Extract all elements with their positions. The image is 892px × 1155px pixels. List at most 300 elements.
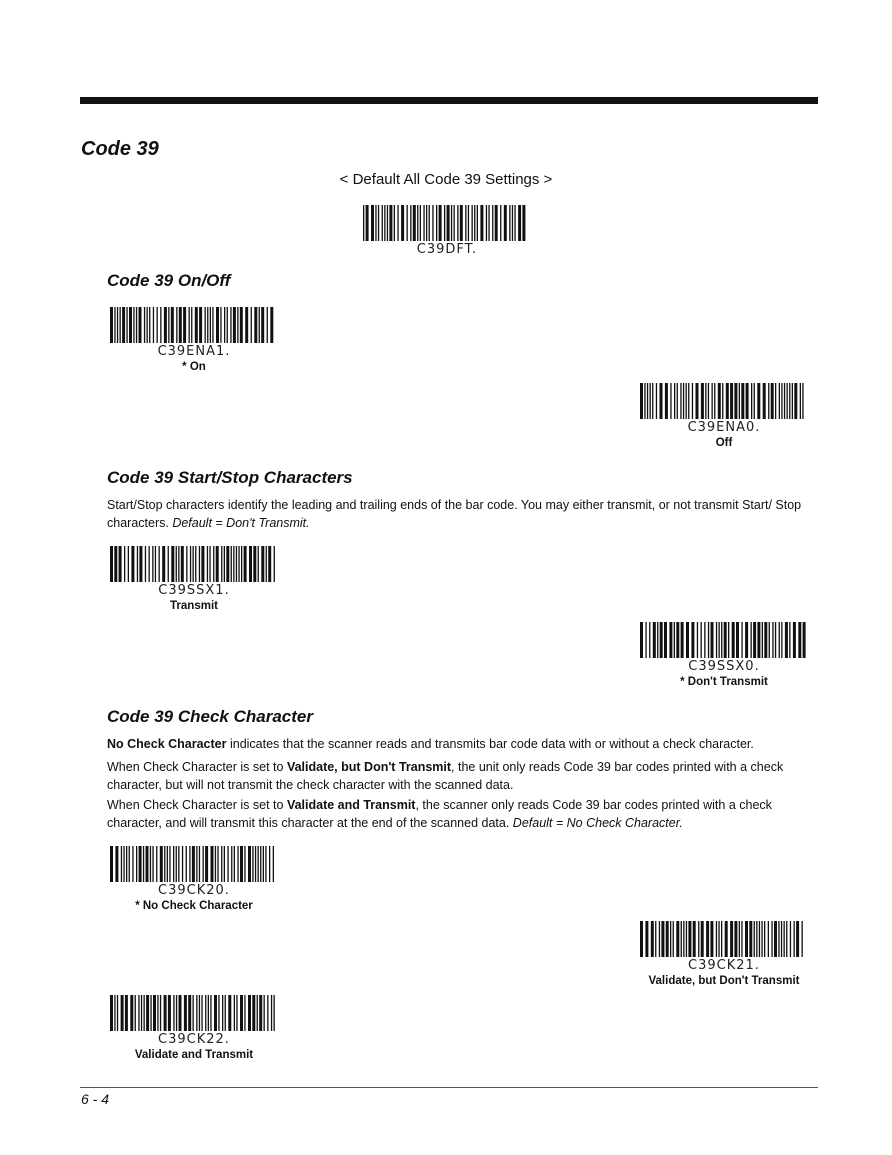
barcode-bar bbox=[384, 205, 385, 241]
barcode-bar bbox=[457, 205, 458, 241]
barcode-label: Off bbox=[715, 437, 733, 449]
barcode-bar bbox=[240, 846, 243, 882]
barcode-bar bbox=[754, 921, 755, 957]
barcode-bar bbox=[245, 307, 248, 343]
barcode-bar bbox=[179, 307, 182, 343]
barcode-bar bbox=[647, 383, 648, 419]
barcode-bars bbox=[108, 846, 278, 882]
barcode-bar bbox=[152, 546, 153, 582]
startstop-default: Default = Don't Transmit. bbox=[172, 516, 310, 530]
barcode-bar bbox=[210, 995, 211, 1031]
barcode-bar bbox=[152, 846, 153, 882]
barcode-bar bbox=[768, 921, 769, 957]
barcode-bar bbox=[224, 307, 225, 343]
barcode-validate-dont-transmit[interactable] bbox=[638, 921, 810, 987]
barcode-bar bbox=[769, 622, 770, 658]
barcode-bar bbox=[209, 546, 210, 582]
barcode-label: * No Check Character bbox=[135, 900, 253, 912]
barcode-bar bbox=[119, 546, 122, 582]
barcode-bar bbox=[705, 383, 706, 419]
barcode-bar bbox=[157, 995, 158, 1031]
barcode-on[interactable] bbox=[108, 307, 280, 373]
barcode-code: C39SSX1. bbox=[158, 583, 230, 598]
barcode-bar bbox=[651, 921, 654, 957]
barcode-bar bbox=[759, 921, 760, 957]
barcode-bars bbox=[108, 995, 278, 1031]
barcode-bar bbox=[120, 307, 121, 343]
barcode-bars bbox=[638, 622, 808, 658]
barcode-bar bbox=[718, 383, 721, 419]
barcode-bar bbox=[183, 307, 186, 343]
barcode-bar bbox=[240, 307, 243, 343]
section-title-startstop: Code 39 Start/Stop Characters bbox=[107, 468, 353, 487]
barcode-bar bbox=[167, 846, 168, 882]
barcode-transmit[interactable] bbox=[108, 546, 280, 612]
barcode-bar bbox=[522, 205, 525, 241]
barcode-bar bbox=[798, 622, 801, 658]
barcode-bar bbox=[722, 383, 723, 419]
barcode-bar bbox=[266, 546, 267, 582]
barcode-bar bbox=[236, 995, 237, 1031]
barcode-bar bbox=[220, 307, 221, 343]
barcode-bar bbox=[775, 383, 776, 419]
barcode-bar bbox=[512, 205, 513, 241]
barcode-bar bbox=[640, 383, 643, 419]
barcode-bar bbox=[692, 383, 693, 419]
barcode-label: Transmit bbox=[170, 600, 218, 612]
barcode-bar bbox=[701, 622, 702, 658]
barcode-bar bbox=[696, 383, 699, 419]
barcode-bar bbox=[757, 622, 760, 658]
barcode-bar bbox=[669, 622, 672, 658]
barcode-bar bbox=[495, 205, 498, 241]
barcode-bar bbox=[221, 546, 222, 582]
barcode-bar bbox=[199, 546, 200, 582]
barcode-bar bbox=[691, 622, 694, 658]
barcode-bar bbox=[186, 846, 187, 882]
barcode-bar bbox=[793, 622, 796, 658]
barcode-bar bbox=[432, 205, 433, 241]
barcode-bar bbox=[192, 846, 195, 882]
barcode-bar bbox=[378, 205, 379, 241]
barcode-bar bbox=[504, 205, 507, 241]
barcode-bar bbox=[214, 995, 217, 1031]
barcode-bar bbox=[267, 307, 268, 343]
barcode-bar bbox=[233, 307, 236, 343]
barcode-bar bbox=[196, 846, 197, 882]
barcode-bar bbox=[150, 846, 151, 882]
barcode-bar bbox=[794, 921, 795, 957]
barcode-bar bbox=[260, 846, 261, 882]
barcode-bar bbox=[157, 307, 158, 343]
barcode-bar bbox=[117, 995, 118, 1031]
barcode-bar bbox=[407, 205, 408, 241]
barcode-bar bbox=[221, 846, 222, 882]
barcode-bar bbox=[645, 622, 646, 658]
barcode-bar bbox=[244, 846, 245, 882]
barcode-bars bbox=[638, 383, 808, 419]
barcode-bar bbox=[660, 622, 663, 658]
barcode-bar bbox=[774, 921, 777, 957]
barcode-bar bbox=[670, 383, 671, 419]
barcode-bar bbox=[771, 921, 772, 957]
barcode-bar bbox=[173, 995, 174, 1031]
barcode-bar bbox=[114, 546, 117, 582]
barcode-bar bbox=[270, 307, 273, 343]
barcode-bar bbox=[472, 205, 473, 241]
barcode-bar bbox=[216, 546, 219, 582]
barcode-bar bbox=[196, 995, 197, 1031]
barcode-bar bbox=[162, 546, 165, 582]
header-rule bbox=[80, 97, 818, 104]
barcode-no-check[interactable] bbox=[108, 846, 280, 912]
barcode-bar bbox=[171, 546, 174, 582]
barcode-bar bbox=[436, 205, 437, 241]
barcode-off[interactable] bbox=[638, 383, 810, 449]
barcode-bar bbox=[193, 995, 194, 1031]
barcode-bar bbox=[156, 846, 157, 882]
barcode-label: * Don't Transmit bbox=[680, 676, 768, 688]
default-all-heading: < Default All Code 39 Settings > bbox=[339, 171, 553, 188]
barcode-bar bbox=[240, 995, 243, 1031]
barcode-bar bbox=[135, 995, 136, 1031]
barcode-bar bbox=[708, 383, 709, 419]
barcode-bar bbox=[190, 546, 191, 582]
barcode-bar bbox=[268, 546, 271, 582]
barcode-bar bbox=[159, 546, 160, 582]
barcode-bar bbox=[509, 205, 510, 241]
barcode-bar bbox=[211, 846, 214, 882]
barcode-bar bbox=[745, 921, 748, 957]
barcode-bar bbox=[712, 383, 713, 419]
barcode-bar bbox=[110, 995, 113, 1031]
barcode-bar bbox=[785, 622, 788, 658]
barcode-bar bbox=[734, 921, 737, 957]
barcode-bar bbox=[518, 205, 521, 241]
barcode-bar bbox=[736, 622, 739, 658]
footer-rule bbox=[80, 1087, 818, 1088]
barcode-bar bbox=[126, 846, 127, 882]
barcode-bar bbox=[451, 205, 452, 241]
barcode-bar bbox=[800, 383, 801, 419]
barcode-bar bbox=[117, 307, 118, 343]
barcode-bar bbox=[739, 383, 740, 419]
barcode-bar bbox=[259, 307, 260, 343]
check-p2-bold: Validate, but Don't Transmit bbox=[286, 760, 452, 774]
barcode-bar bbox=[371, 205, 374, 241]
barcode-bar bbox=[188, 995, 191, 1031]
barcode-bar bbox=[764, 622, 767, 658]
barcode-default-all[interactable] bbox=[361, 205, 533, 257]
barcode-bar bbox=[205, 307, 206, 343]
barcode-bar bbox=[130, 995, 133, 1031]
barcode-bar bbox=[271, 995, 272, 1031]
barcode-bar bbox=[131, 546, 134, 582]
barcode-bars bbox=[361, 205, 531, 241]
barcode-dont-transmit[interactable] bbox=[638, 622, 810, 688]
barcode-bar bbox=[413, 205, 416, 241]
barcode-bar bbox=[460, 205, 463, 241]
barcode-bar bbox=[719, 622, 720, 658]
barcode-bar bbox=[716, 921, 717, 957]
barcode-bar bbox=[168, 546, 169, 582]
barcode-bars bbox=[108, 546, 278, 582]
barcode-bar bbox=[258, 546, 259, 582]
barcode-bar bbox=[721, 622, 722, 658]
barcode-bar bbox=[168, 307, 169, 343]
barcode-bar bbox=[674, 383, 675, 419]
barcode-bar bbox=[169, 846, 170, 882]
barcode-bar bbox=[784, 383, 785, 419]
barcode-bar bbox=[146, 846, 149, 882]
barcode-bar bbox=[160, 995, 161, 1031]
barcode-bar bbox=[176, 846, 177, 882]
barcode-bar bbox=[474, 205, 475, 241]
barcode-bar bbox=[274, 995, 275, 1031]
barcode-bar bbox=[768, 383, 769, 419]
barcode-label: Validate and Transmit bbox=[134, 1049, 254, 1061]
barcode-bar bbox=[734, 383, 737, 419]
barcode-bar bbox=[205, 995, 206, 1031]
check-paragraph-2 bbox=[107, 758, 812, 794]
barcode-bar bbox=[726, 383, 729, 419]
barcode-bar bbox=[716, 622, 717, 658]
barcode-bar bbox=[208, 995, 209, 1031]
barcode-bar bbox=[775, 622, 776, 658]
barcode-bar bbox=[397, 205, 398, 241]
barcode-code: C39CK20. bbox=[158, 883, 230, 898]
barcode-bar bbox=[724, 622, 727, 658]
barcode-bar bbox=[704, 622, 705, 658]
barcode-bar bbox=[129, 846, 130, 882]
barcode-bar bbox=[238, 546, 239, 582]
barcode-bar bbox=[447, 205, 450, 241]
barcode-bar bbox=[693, 921, 696, 957]
barcode-bar bbox=[153, 995, 156, 1031]
barcode-bar bbox=[201, 995, 202, 1031]
barcode-bar bbox=[195, 307, 198, 343]
barcode-bar bbox=[164, 307, 167, 343]
barcode-bar bbox=[258, 846, 259, 882]
barcode-bar bbox=[114, 307, 115, 343]
barcode-bar bbox=[248, 846, 251, 882]
barcode-bar bbox=[500, 205, 501, 241]
barcode-bar bbox=[656, 383, 657, 419]
barcode-bar bbox=[477, 205, 478, 241]
barcode-bar bbox=[230, 307, 231, 343]
barcode-bar bbox=[237, 307, 238, 343]
barcode-bar bbox=[429, 205, 430, 241]
barcode-bar bbox=[257, 995, 258, 1031]
barcode-bar bbox=[417, 205, 418, 241]
barcode-bar bbox=[195, 546, 196, 582]
barcode-bar bbox=[670, 921, 671, 957]
check-p3-pre: When Check Character is set to bbox=[107, 798, 287, 812]
barcode-bar bbox=[225, 995, 226, 1031]
barcode-bar bbox=[149, 307, 150, 343]
barcode-bar bbox=[139, 846, 142, 882]
barcode-code: C39CK21. bbox=[688, 958, 760, 973]
barcode-bar bbox=[114, 995, 115, 1031]
section-title-check: Code 39 Check Character bbox=[107, 707, 313, 726]
barcode-bar bbox=[191, 307, 192, 343]
barcode-bar bbox=[389, 205, 392, 241]
barcode-bar bbox=[688, 921, 691, 957]
barcode-bar bbox=[173, 846, 174, 882]
barcode-bar bbox=[746, 383, 749, 419]
barcode-bar bbox=[714, 383, 715, 419]
barcode-bar bbox=[234, 846, 235, 882]
barcode-bar bbox=[253, 546, 256, 582]
check-paragraph-1 bbox=[107, 735, 812, 753]
barcode-bar bbox=[217, 846, 218, 882]
barcode-bar bbox=[236, 546, 237, 582]
barcode-bar bbox=[649, 622, 650, 658]
barcode-bar bbox=[222, 995, 223, 1031]
barcode-bar bbox=[401, 205, 404, 241]
barcode-bar bbox=[143, 846, 144, 882]
barcode-bar bbox=[792, 383, 793, 419]
startstop-paragraph bbox=[107, 496, 812, 532]
barcode-bar bbox=[644, 383, 645, 419]
barcode-bar bbox=[781, 622, 782, 658]
barcode-bar bbox=[199, 307, 202, 343]
barcode-bar bbox=[189, 307, 190, 343]
barcode-bar bbox=[138, 995, 139, 1031]
barcode-bar bbox=[439, 205, 442, 241]
barcode-bar bbox=[680, 383, 681, 419]
barcode-bar bbox=[676, 921, 679, 957]
barcode-bar bbox=[146, 995, 149, 1031]
barcode-bar bbox=[781, 383, 782, 419]
barcode-bar bbox=[254, 307, 257, 343]
barcode-bar bbox=[683, 921, 684, 957]
barcode-bar bbox=[681, 921, 682, 957]
barcode-bar bbox=[363, 205, 364, 241]
barcode-bar bbox=[756, 921, 757, 957]
barcode-bar bbox=[803, 622, 806, 658]
barcode-bar bbox=[137, 546, 138, 582]
check-p1-bold: No Check Character bbox=[107, 737, 227, 751]
barcode-bar bbox=[261, 546, 264, 582]
barcode-bar bbox=[207, 307, 208, 343]
barcode-bar bbox=[201, 546, 204, 582]
barcode-bar bbox=[771, 383, 774, 419]
barcode-code: C39ENA0. bbox=[687, 420, 761, 435]
barcode-bar bbox=[186, 546, 187, 582]
barcode-bar bbox=[160, 846, 163, 882]
barcode-bar bbox=[264, 995, 265, 1031]
barcode-bar bbox=[252, 995, 255, 1031]
barcode-bars bbox=[108, 307, 278, 343]
startstop-text: Start/Stop characters identify the leading and trailing ends of the bar code. You may either transmit, or not transmit Start/ Stop characters. bbox=[107, 498, 802, 530]
barcode-bar bbox=[488, 205, 489, 241]
barcode-bar bbox=[251, 307, 252, 343]
barcode-bar bbox=[237, 846, 238, 882]
barcode-bar bbox=[110, 307, 113, 343]
barcode-bar bbox=[210, 307, 211, 343]
barcode-bar bbox=[168, 995, 171, 1031]
barcode-bar bbox=[382, 205, 383, 241]
barcode-bar bbox=[178, 546, 179, 582]
barcode-bar bbox=[645, 921, 648, 957]
barcode-bar bbox=[224, 546, 225, 582]
barcode-code: C39SSX0. bbox=[688, 659, 760, 674]
barcode-bar bbox=[757, 383, 760, 419]
barcode-bar bbox=[273, 846, 274, 882]
barcode-bar bbox=[124, 546, 125, 582]
barcode-bar bbox=[796, 921, 799, 957]
check-p2-post: , the unit only reads Code 39 bar codes printed with a check character, but will not transmit the check character with the scanned data. bbox=[107, 760, 784, 792]
page-title: Code 39 bbox=[81, 138, 159, 160]
barcode-bar bbox=[171, 307, 174, 343]
barcode-bar bbox=[674, 622, 675, 658]
barcode-bar bbox=[218, 995, 219, 1031]
barcode-bar bbox=[410, 205, 411, 241]
barcode-bar bbox=[136, 307, 137, 343]
barcode-bar bbox=[465, 205, 466, 241]
barcode-bar bbox=[711, 622, 714, 658]
barcode-bar bbox=[263, 846, 264, 882]
barcode-bar bbox=[423, 205, 424, 241]
barcode-bar bbox=[454, 205, 455, 241]
barcode-bar bbox=[387, 205, 388, 241]
barcode-bar bbox=[665, 383, 668, 419]
check-p3-bold: Validate and Transmit bbox=[286, 798, 416, 812]
barcode-bar bbox=[492, 205, 493, 241]
barcode-bar bbox=[660, 383, 663, 419]
barcode-bar bbox=[255, 846, 256, 882]
barcode-bar bbox=[110, 546, 113, 582]
barcode-bar bbox=[661, 921, 664, 957]
barcode-bar bbox=[176, 995, 177, 1031]
barcode-bar bbox=[480, 205, 483, 241]
barcode-bar bbox=[725, 921, 728, 957]
barcode-bar bbox=[468, 205, 469, 241]
check-p1-text: indicates that the scanner reads and transmits bar code data with or without a check character. bbox=[226, 737, 754, 751]
barcode-label: * On bbox=[182, 361, 206, 373]
barcode-bar bbox=[762, 622, 763, 658]
barcode-validate-and-transmit[interactable] bbox=[108, 995, 280, 1061]
barcode-bar bbox=[145, 546, 146, 582]
barcode-bar bbox=[139, 307, 142, 343]
barcode-bar bbox=[686, 622, 689, 658]
barcode-bar bbox=[710, 921, 713, 957]
barcode-bar bbox=[745, 622, 748, 658]
barcode-bar bbox=[144, 307, 145, 343]
barcode-code: C39ENA1. bbox=[157, 344, 231, 359]
barcode-bar bbox=[664, 622, 667, 658]
barcode-bar bbox=[205, 846, 208, 882]
barcode-bar bbox=[366, 205, 369, 241]
barcode-bar bbox=[732, 622, 735, 658]
barcode-bar bbox=[640, 622, 643, 658]
barcode-bar bbox=[426, 205, 427, 241]
barcode-bar bbox=[179, 995, 182, 1031]
barcode-bar bbox=[244, 546, 247, 582]
barcode-bar bbox=[248, 995, 251, 1031]
barcode-bar bbox=[115, 846, 118, 882]
barcode-bar bbox=[231, 546, 232, 582]
barcode-bar bbox=[753, 622, 756, 658]
barcode-bar bbox=[394, 205, 395, 241]
barcode-bar bbox=[721, 921, 722, 957]
barcode-bar bbox=[122, 307, 125, 343]
page-number: 6 - 4 bbox=[81, 1091, 110, 1107]
barcode-bar bbox=[708, 622, 709, 658]
barcode-bar bbox=[683, 383, 684, 419]
barcode-bar bbox=[212, 307, 213, 343]
